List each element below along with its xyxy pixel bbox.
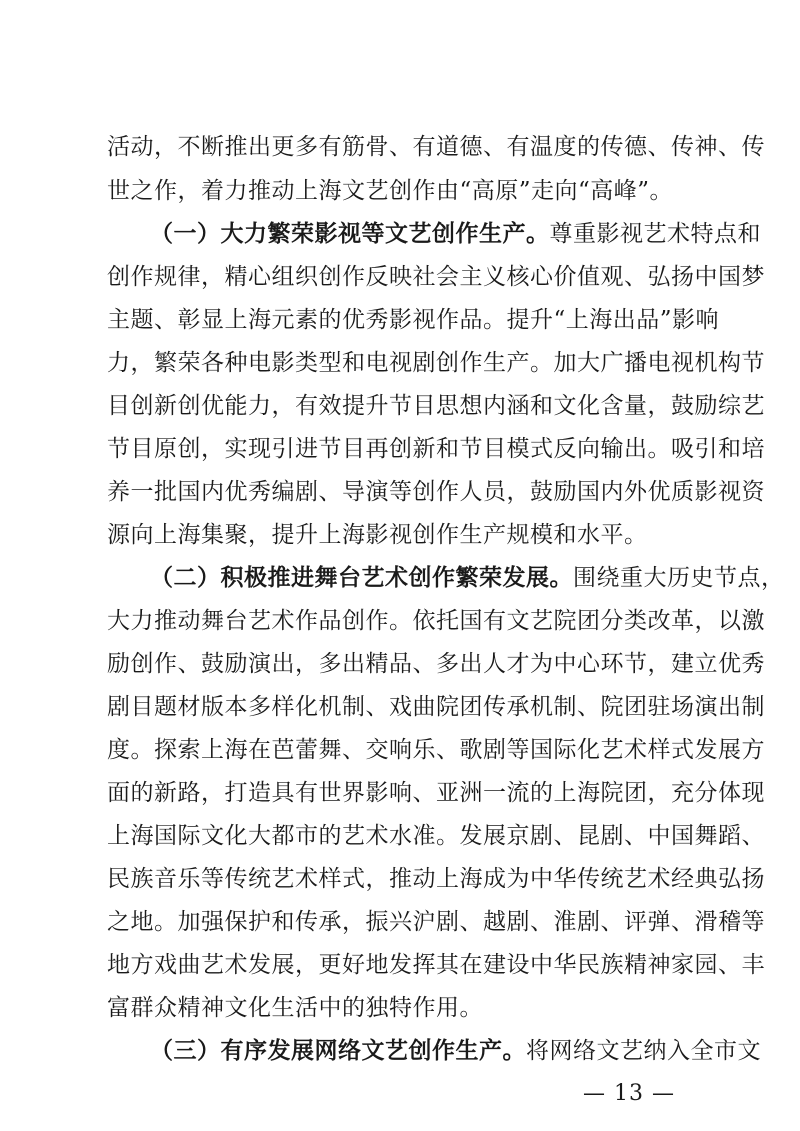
body-line: 源向上海集聚，提升上海影视创作生产规模和水平。 [107,522,648,548]
body-line: 度。探索上海在芭蕾舞、交响乐、歌剧等国际化艺术样式发展方 [107,737,765,763]
body-line: 活动，不断推出更多有筋骨、有道德、有温度的传德、传神、传 [107,134,765,160]
body-line: 富群众精神文化生活中的独特作用。 [107,995,483,1021]
body-line: 目创新创优能力，有效提升节目思想内涵和文化含量，鼓励综艺 [107,393,765,419]
body-line: 剧目题材版本多样化机制、戏曲院团传承机制、院团驻场演出制 [107,694,765,720]
section-1-paragraph-start [150,218,761,250]
body-line: 养一批国内优秀编剧、导演等创作人员，鼓励国内外优质影视资 [107,479,765,505]
section-1-heading: （一）大力繁荣影视等文艺创作生产。 [150,220,550,247]
body-line: 励创作、鼓励演出，多出精品、多出人才为中心环节，建立优秀 [107,651,765,677]
body-line: 面的新路，打造具有世界影响、亚洲一流的上海院团，充分体现 [107,780,765,806]
body-line: 节目原创，实现引进节目再创新和节目模式反向输出。吸引和培 [107,436,765,462]
body-line: 世之作，着力推动上海文艺创作由“高原”走向“高峰”。 [107,178,674,204]
body-line: 民族音乐等传统艺术样式，推动上海成为中华传统艺术经典弘扬 [107,866,765,892]
section-1-text: 尊重影视艺术特点和 [549,221,761,247]
body-line: 上海国际文化大都市的艺术水准。发展京剧、昆剧、中国舞蹈、 [107,823,765,849]
body-line: 创作规律，精心组织创作反映社会主义核心价值观、弘扬中国梦 [107,264,765,290]
body-line: 之地。加强保护和传承，振兴沪剧、越剧、淮剧、评弹、滑稽等 [107,909,765,935]
section-3-paragraph-start [150,1035,761,1067]
section-3-text: 将网络文艺纳入全市文 [526,1038,761,1064]
body-line: 主题、彰显上海元素的优秀影视作品。提升“上海出品”影响 [107,307,720,333]
section-3-heading: （三）有序发展网络文艺创作生产。 [150,1037,526,1064]
body-line: 力，繁荣各种电影类型和电视剧创作生产。加大广播电视机构节 [107,350,765,376]
body-line: 大力推动舞台艺术作品创作。依托国有文艺院团分类改革，以激 [107,608,765,634]
page-number: — 13 — [583,1081,675,1106]
section-2-heading: （二）积极推进舞台艺术创作繁荣发展。 [150,564,573,591]
body-line: 地方戏曲艺术发展，更好地发挥其在建设中华民族精神家园、丰 [107,952,765,978]
section-2-text: 围绕重大历史节点， [573,565,785,591]
section-2-paragraph-start [150,562,785,594]
